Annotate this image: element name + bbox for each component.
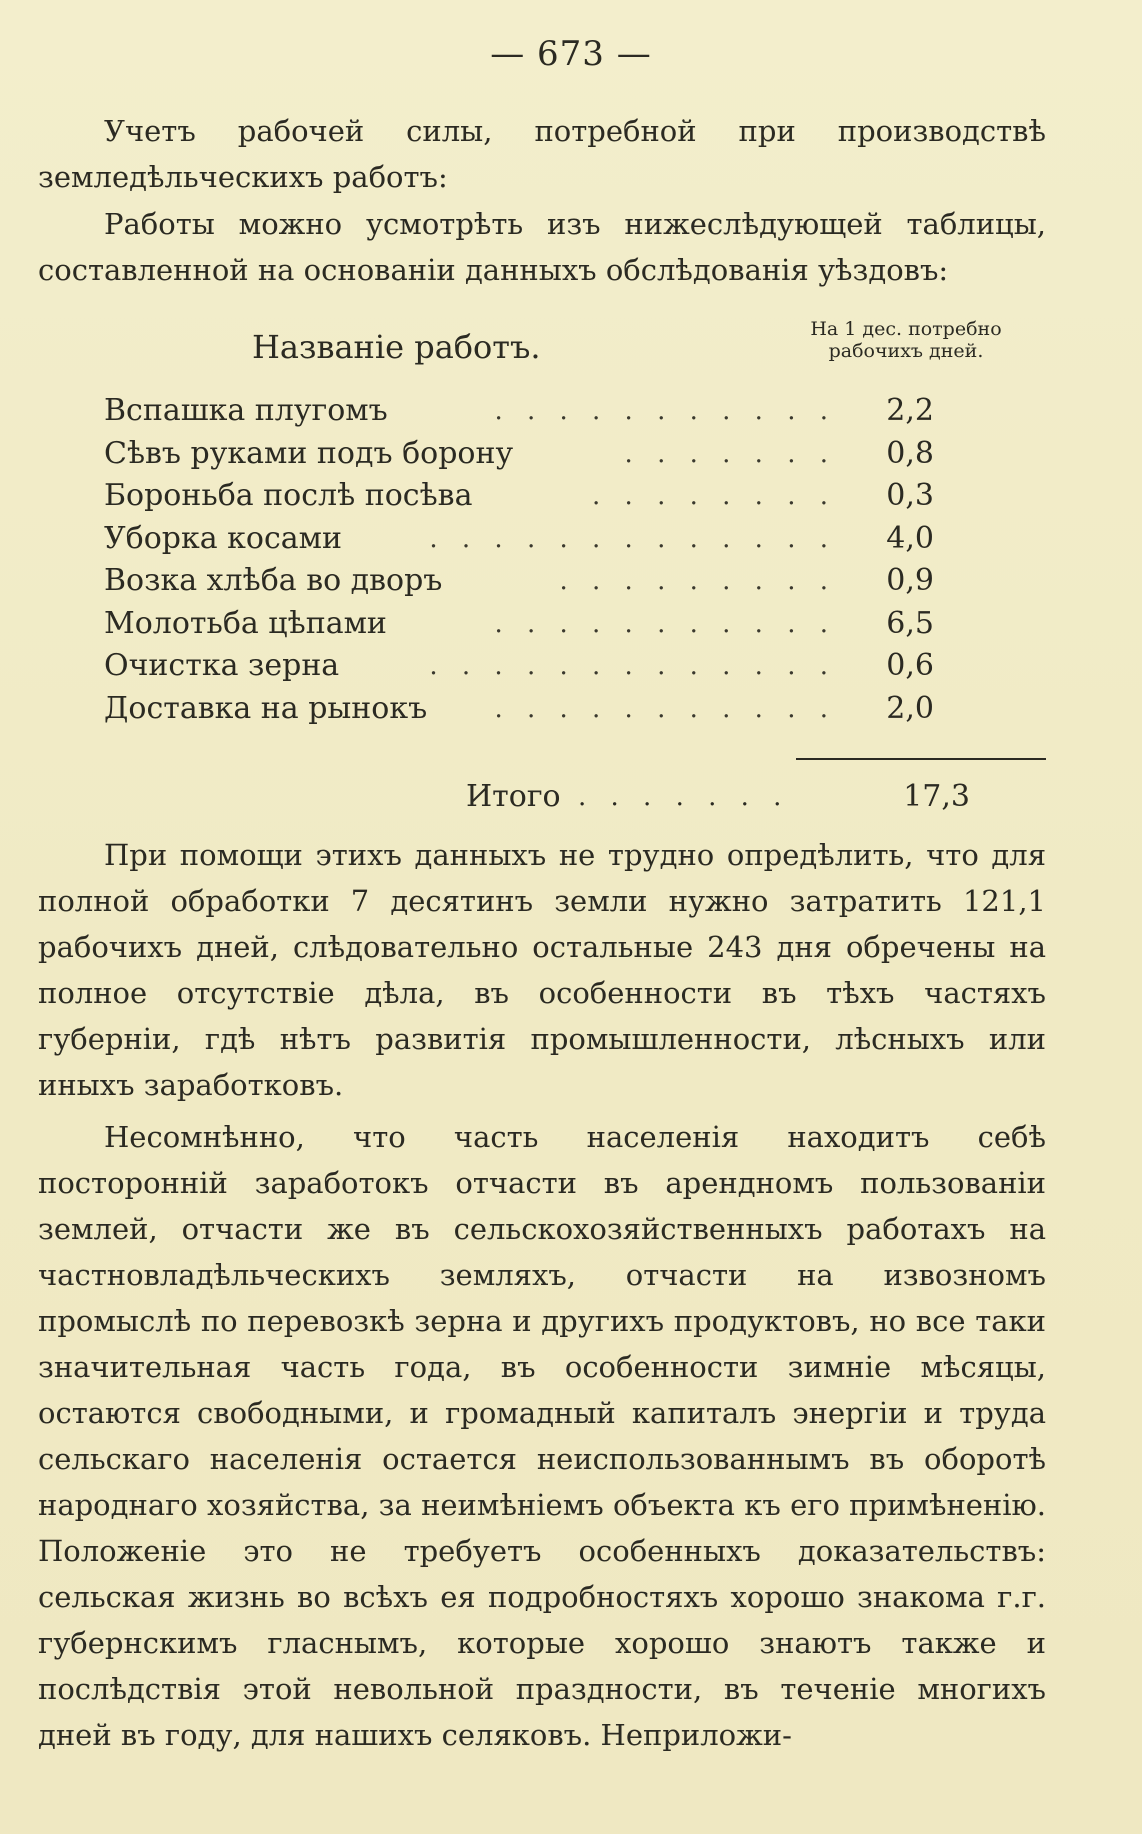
paragraph-3-text: При помощи этихъ данныхъ не трудно опредѣлить, что для полной обработки 7 десятинъ земли нужно затратить 121,1 рабочихъ дней, слѣдовательно остальные 243 дня обречены на полное отсутствіе дѣла, въ особенности въ тѣхъ частяхъ губерніи, гдѣ нѣтъ развитія промышленности, лѣсныхъ или иныхъ заработковъ. [38,838,1046,1102]
days-value: 2,0 [886,690,934,726]
days-header-line1: На 1 дес. потребно [810,318,1002,340]
work-name: Очистка зерна [104,648,340,683]
table-row [66,603,1046,646]
leader-dots: . . . . . . . . . . . [494,608,836,639]
days-value: 6,5 [886,605,934,641]
days-value: 0,8 [886,435,934,471]
total-leader-dots: . . . . . . . [578,782,790,812]
total-rule [796,758,1046,760]
table-row [66,560,1046,603]
paragraph-4 [38,1114,1046,1758]
work-name-header: Названіе работъ. [252,328,541,366]
leader-dots: . . . . . . . . [592,481,836,511]
work-name: Бороньба послѣ посѣва [104,478,473,513]
leader-dots: . . . . . . . . . . . . . [429,651,836,681]
days-value: 4,0 [886,520,934,556]
leader-dots: . . . . . . . . . . . [494,396,836,426]
total-label: Итого [466,779,561,814]
table-header [38,318,1048,388]
days-value: 0,9 [886,563,934,598]
intro-paragraph-1 [38,108,1046,200]
paragraph-3 [38,832,1046,1108]
days-value: 0,3 [886,478,934,513]
leader-dots: . . . . . . . . . . . . . [429,523,836,554]
total-value: 17,3 [903,779,970,814]
days-header-line2: рабочихъ дней. [828,340,984,362]
table-row [66,688,1046,731]
work-name: Уборка косами [104,520,343,556]
work-name: Сѣвъ руками подъ борону [104,435,514,471]
work-name: Вспашка плугомъ [104,393,388,428]
leader-dots: . . . . . . . . . [559,566,836,596]
days-value: 0,6 [886,648,934,683]
intro-text-2: Работы можно усмотрѣть изъ нижеслѣдующей таблицы, составленной на основаніи данныхъ обслѣдованія уѣздовъ: [38,207,1046,287]
table-row [66,433,1046,476]
days-value: 2,2 [886,393,934,428]
page-number: — 673 — [490,34,652,74]
table-row [66,645,1046,688]
work-name: Возка хлѣба во дворъ [104,563,443,598]
table-row [66,390,1046,433]
intro-text-1: Учетъ рабочей силы, потребной при производствѣ земледѣльческихъ работъ: [38,114,1046,194]
leader-dots: . . . . . . . [624,438,836,469]
leader-dots: . . . . . . . . . . . [494,693,836,724]
table-row [66,475,1046,518]
total-row [0,775,1142,819]
paragraph-4-text: Несомнѣнно, что часть населенія находитъ себѣ посторонній заработокъ отчасти въ арендномъ пользованіи землей, отчасти же въ сельскохозяйственныхъ работахъ на частновладѣльческихъ земляхъ, отчасти на извозномъ промыслѣ по перевозкѣ зерна и другихъ продуктовъ, но все таки значительная часть года, въ особенности зимніе мѣсяцы, остаются свободными, и громадный капиталъ энергіи и труда сельскаго населенія остается неиспользованнымъ въ оборотѣ народнаго хозяйства, за неимѣніемъ объекта къ его примѣненію. Положеніе это не требуетъ особенныхъ доказательствъ: сельская жизнь во всѣхъ ея подробностяхъ хорошо знакома г.г. губернскимъ гласнымъ, которые хорошо знаютъ также и послѣдствія этой невольной праздности, въ теченіе многихъ дней въ году, для нашихъ селяковъ. Неприложи- [38,1120,1046,1752]
work-name: Молотьба цѣпами [104,605,387,641]
work-name: Доставка на рынокъ [104,690,428,726]
table-row [66,518,1046,561]
intro-paragraph-2 [38,201,1046,293]
labour-table [66,390,1046,730]
days-header [756,318,1056,362]
